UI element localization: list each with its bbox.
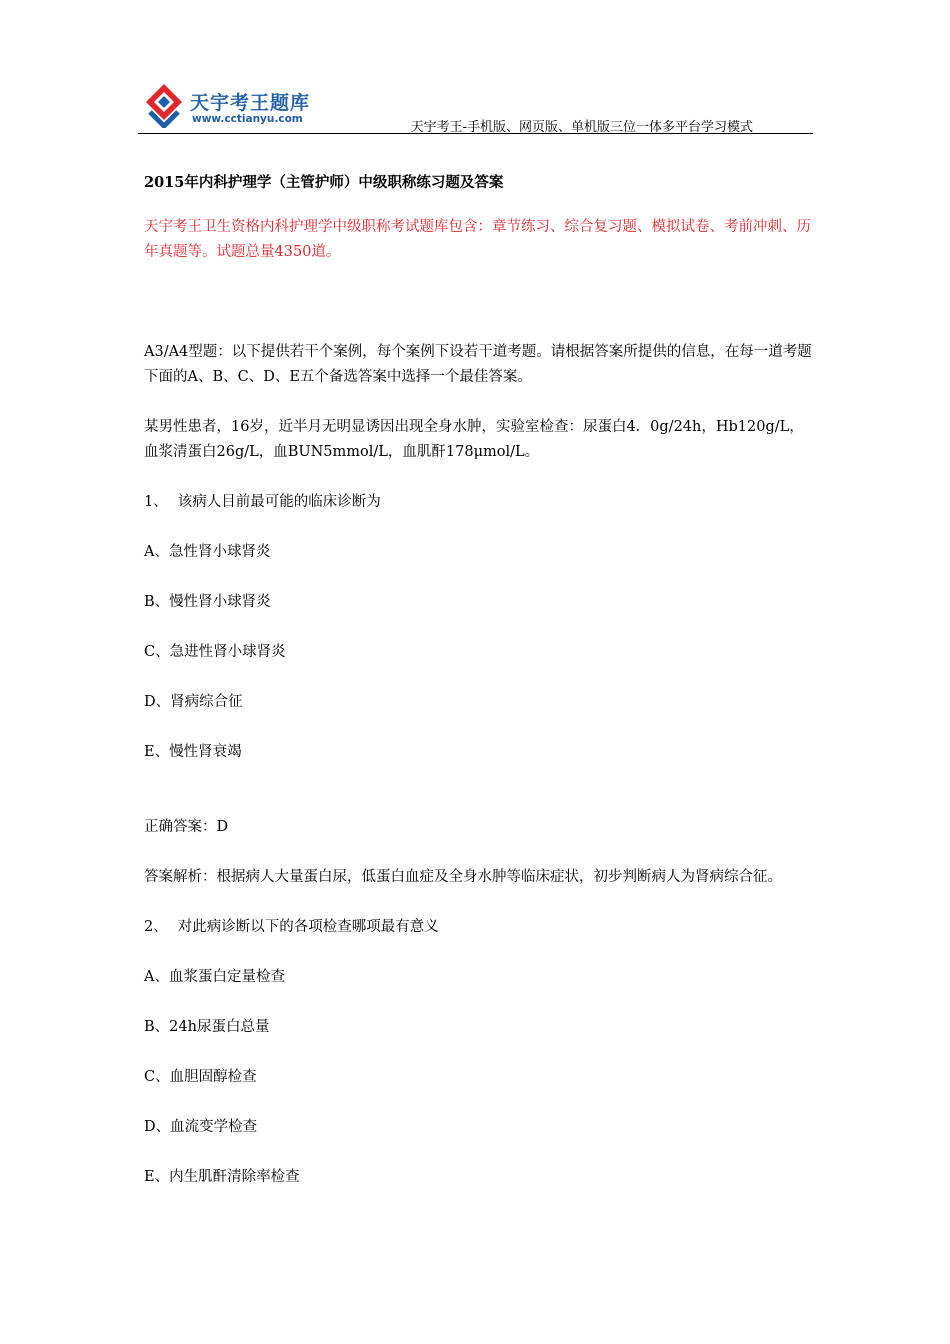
document-title: 2015年内科护理学（主管护师）中级职称练习题及答案: [144, 174, 504, 191]
case-description: 某男性患者，16岁，近半月无明显诱因出现全身水肿，实验室检查：尿蛋白4．0g/24h，Hb120g/L，血浆清蛋白26g/L，血BUN5mmol/L，血肌酐178μmol/L。: [144, 419, 804, 460]
question-instructions: A3/A4型题：以下提供若干个案例，每个案例下设若干道考题。请根据答案所提供的信息，在每一道考题下面的A、B、C、D、E五个备选答案中选择一个最佳答案。: [144, 344, 812, 385]
header-tagline: 天宇考王-手机版、网页版、单机版三位一体多平台学习模式: [410, 120, 753, 135]
logo-title: 天宇考王题库: [190, 92, 311, 114]
intro-paragraph: 天宇考王卫生资格内科护理学中级职称考试题库包含：章节练习、综合复习题、模拟试卷、考前冲刺、历年真题等。试题总量4350道。: [144, 219, 811, 260]
question-2: [144, 915, 812, 940]
q2-option-d: D、血流变学检查: [144, 1119, 258, 1135]
question-1-stem: 该病人目前最可能的临床诊断为: [177, 494, 381, 510]
logo-mark-icon: [142, 82, 186, 128]
site-logo[interactable]: [142, 80, 332, 132]
q1-option-e: E、慢性肾衰竭: [144, 744, 242, 760]
q1-option-b: B、慢性肾小球肾炎: [144, 594, 271, 610]
question-2-stem: 对此病诊断以下的各项检查哪项最有意义: [177, 919, 439, 935]
q1-option-d: D、肾病综合征: [144, 694, 243, 710]
question-2-number: 2、: [144, 919, 168, 935]
q1-option-c: C、急进性肾小球肾炎: [144, 644, 286, 660]
q2-option-b: B、24h尿蛋白总量: [144, 1019, 270, 1035]
header-divider: [138, 133, 813, 134]
page-header: [138, 80, 813, 136]
q1-analysis: 答案解析：根据病人大量蛋白尿，低蛋白血症及全身水肿等临床症状，初步判断病人为肾病综合征。: [144, 869, 782, 885]
document-body: [144, 170, 812, 1190]
logo-url: www.cctianyu.com: [192, 113, 303, 125]
q2-option-c: C、血胆固醇检查: [144, 1069, 257, 1085]
question-1-number: 1、: [144, 494, 168, 510]
q2-option-e: E、内生肌酐清除率检查: [144, 1169, 300, 1185]
q1-option-a: A、急性肾小球肾炎: [144, 544, 271, 560]
q1-correct-answer: 正确答案：D: [144, 819, 229, 835]
q2-option-a: A、血浆蛋白定量检查: [144, 969, 285, 985]
question-1: [144, 490, 812, 515]
